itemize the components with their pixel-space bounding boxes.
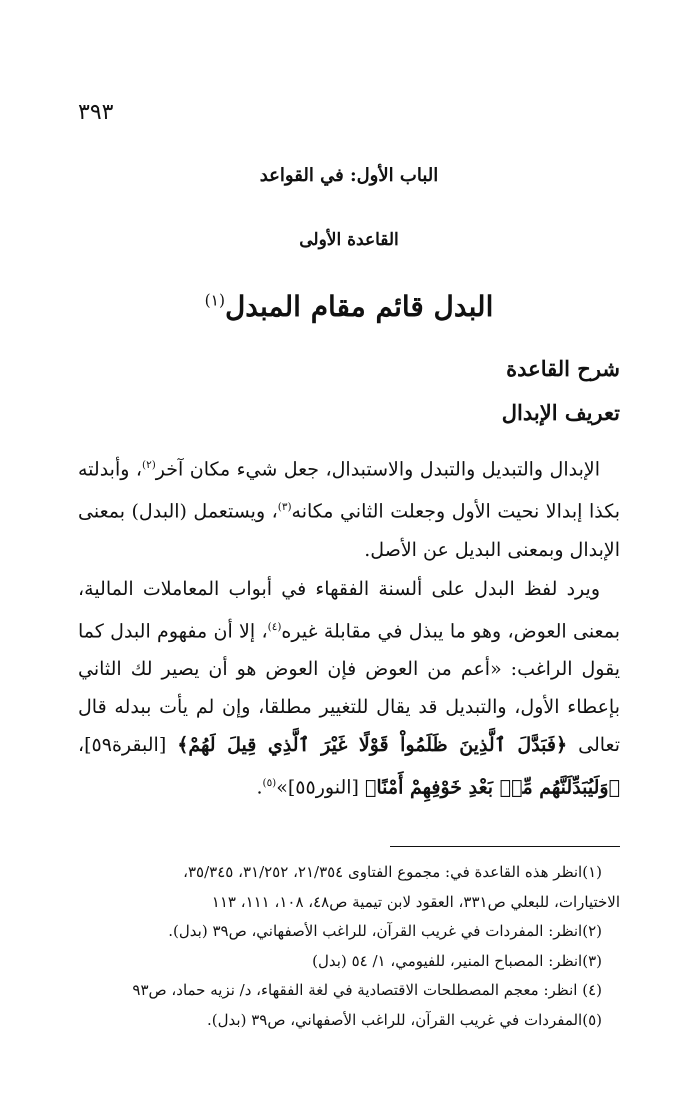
footnote-reference: (٣) <box>277 501 292 514</box>
chapter-title: الباب الأول: في القواعد <box>259 165 439 186</box>
footnote-reference: (٢) <box>142 459 156 471</box>
paragraph-text: ، ويستعمل (البدل) بمعنى الإبدال وبمعنى البديل عن الأصل. <box>78 500 620 561</box>
footnote-3: (٣)انظر: المصباح المنير، للفيومي، ١/ ٥٤ (بدل) <box>312 951 602 970</box>
footnote-reference: (٥) <box>262 777 277 790</box>
paragraph-text: ، إلا أن مفهوم البدل كما يقول الراغب: «أعم من العوض فإن العوض هو أن يصير لك الثاني بإعطاء الأول، والتبديل قد يقال للتغيير مطلقا، وإن لم يأت ببدله قال تعالى <box>78 620 620 757</box>
quran-verse: ﴿فَبَدَّلَ ٱلَّذِينَ ظَلَمُواْ قَوْلًا غَيْرَ ٱلَّذِي قِيلَ لَهُمْ﴾ <box>177 734 568 757</box>
paragraph-text: . <box>256 776 263 799</box>
rule-title <box>0 290 698 323</box>
paragraph-text: ، وأبدلته بكذا إبدالا نحيت الأول وجعلت الثاني مكانه <box>78 458 620 523</box>
footnote-1-continued: الاختيارات، للبعلي ص٣٣١، العقود لابن تيمية ص٤٨، ١٠٨، ١١١، ١١٣ <box>211 892 620 911</box>
footnote-4: (٤) انظر: معجم المصطلحات الاقتصادية في لغة الفقهاء، د/ نزيه حماد، ص٩٣ <box>132 981 602 999</box>
footnote-1: (١)انظر هذه القاعدة في: مجموع الفتاوى ٢١/٣٥٤، ٣١/٢٥٢، ٣٥/٣٤٥، <box>183 863 602 881</box>
verse-citation: [النور٥٥]» <box>276 776 365 799</box>
footnote-5: (٥)المفردات في غريب القرآن، للراغب الأصفهاني، ص٣٩ (بدل). <box>207 1010 602 1029</box>
section-heading-explanation: شرح القاعدة <box>506 356 620 381</box>
paragraph-usage <box>78 570 620 807</box>
rule-title-text: البدل قائم مقام المبدل <box>224 290 494 323</box>
rule-number-heading: القاعدة الأولى <box>299 230 399 250</box>
footnote-reference: (١) <box>204 291 225 310</box>
paragraph-text: ويرد لفظ البدل على ألسنة الفقهاء في أبواب المعاملات المالية، بمعنى العوض، وهو ما يبذل في مقابلة غيره <box>78 578 620 643</box>
paragraph-text: الإبدال والتبديل والتبدل والاستبدال، جعل شيء مكان آخر <box>155 458 600 481</box>
paragraph-definition <box>78 446 620 569</box>
footnote-reference: (٤) <box>267 621 282 633</box>
verse-citation: [البقرة٥٩]، <box>78 734 178 757</box>
footnote-2: (٢)انظر: المفردات في غريب القرآن، للراغب الأصفهاني، ص٣٩ (بدل). <box>168 922 602 940</box>
footnote-divider <box>390 846 620 847</box>
page-number: ٣٩٣ <box>78 100 114 125</box>
footnotes <box>78 858 620 1035</box>
quran-verse: ﴿وَلَيُبَدِّلَنَّهُم مِّنۢ بَعْدِ خَوْفِهِمْ أَمْنًا﴾ <box>364 776 620 799</box>
section-heading-definition: تعريف الإبدال <box>501 400 620 425</box>
